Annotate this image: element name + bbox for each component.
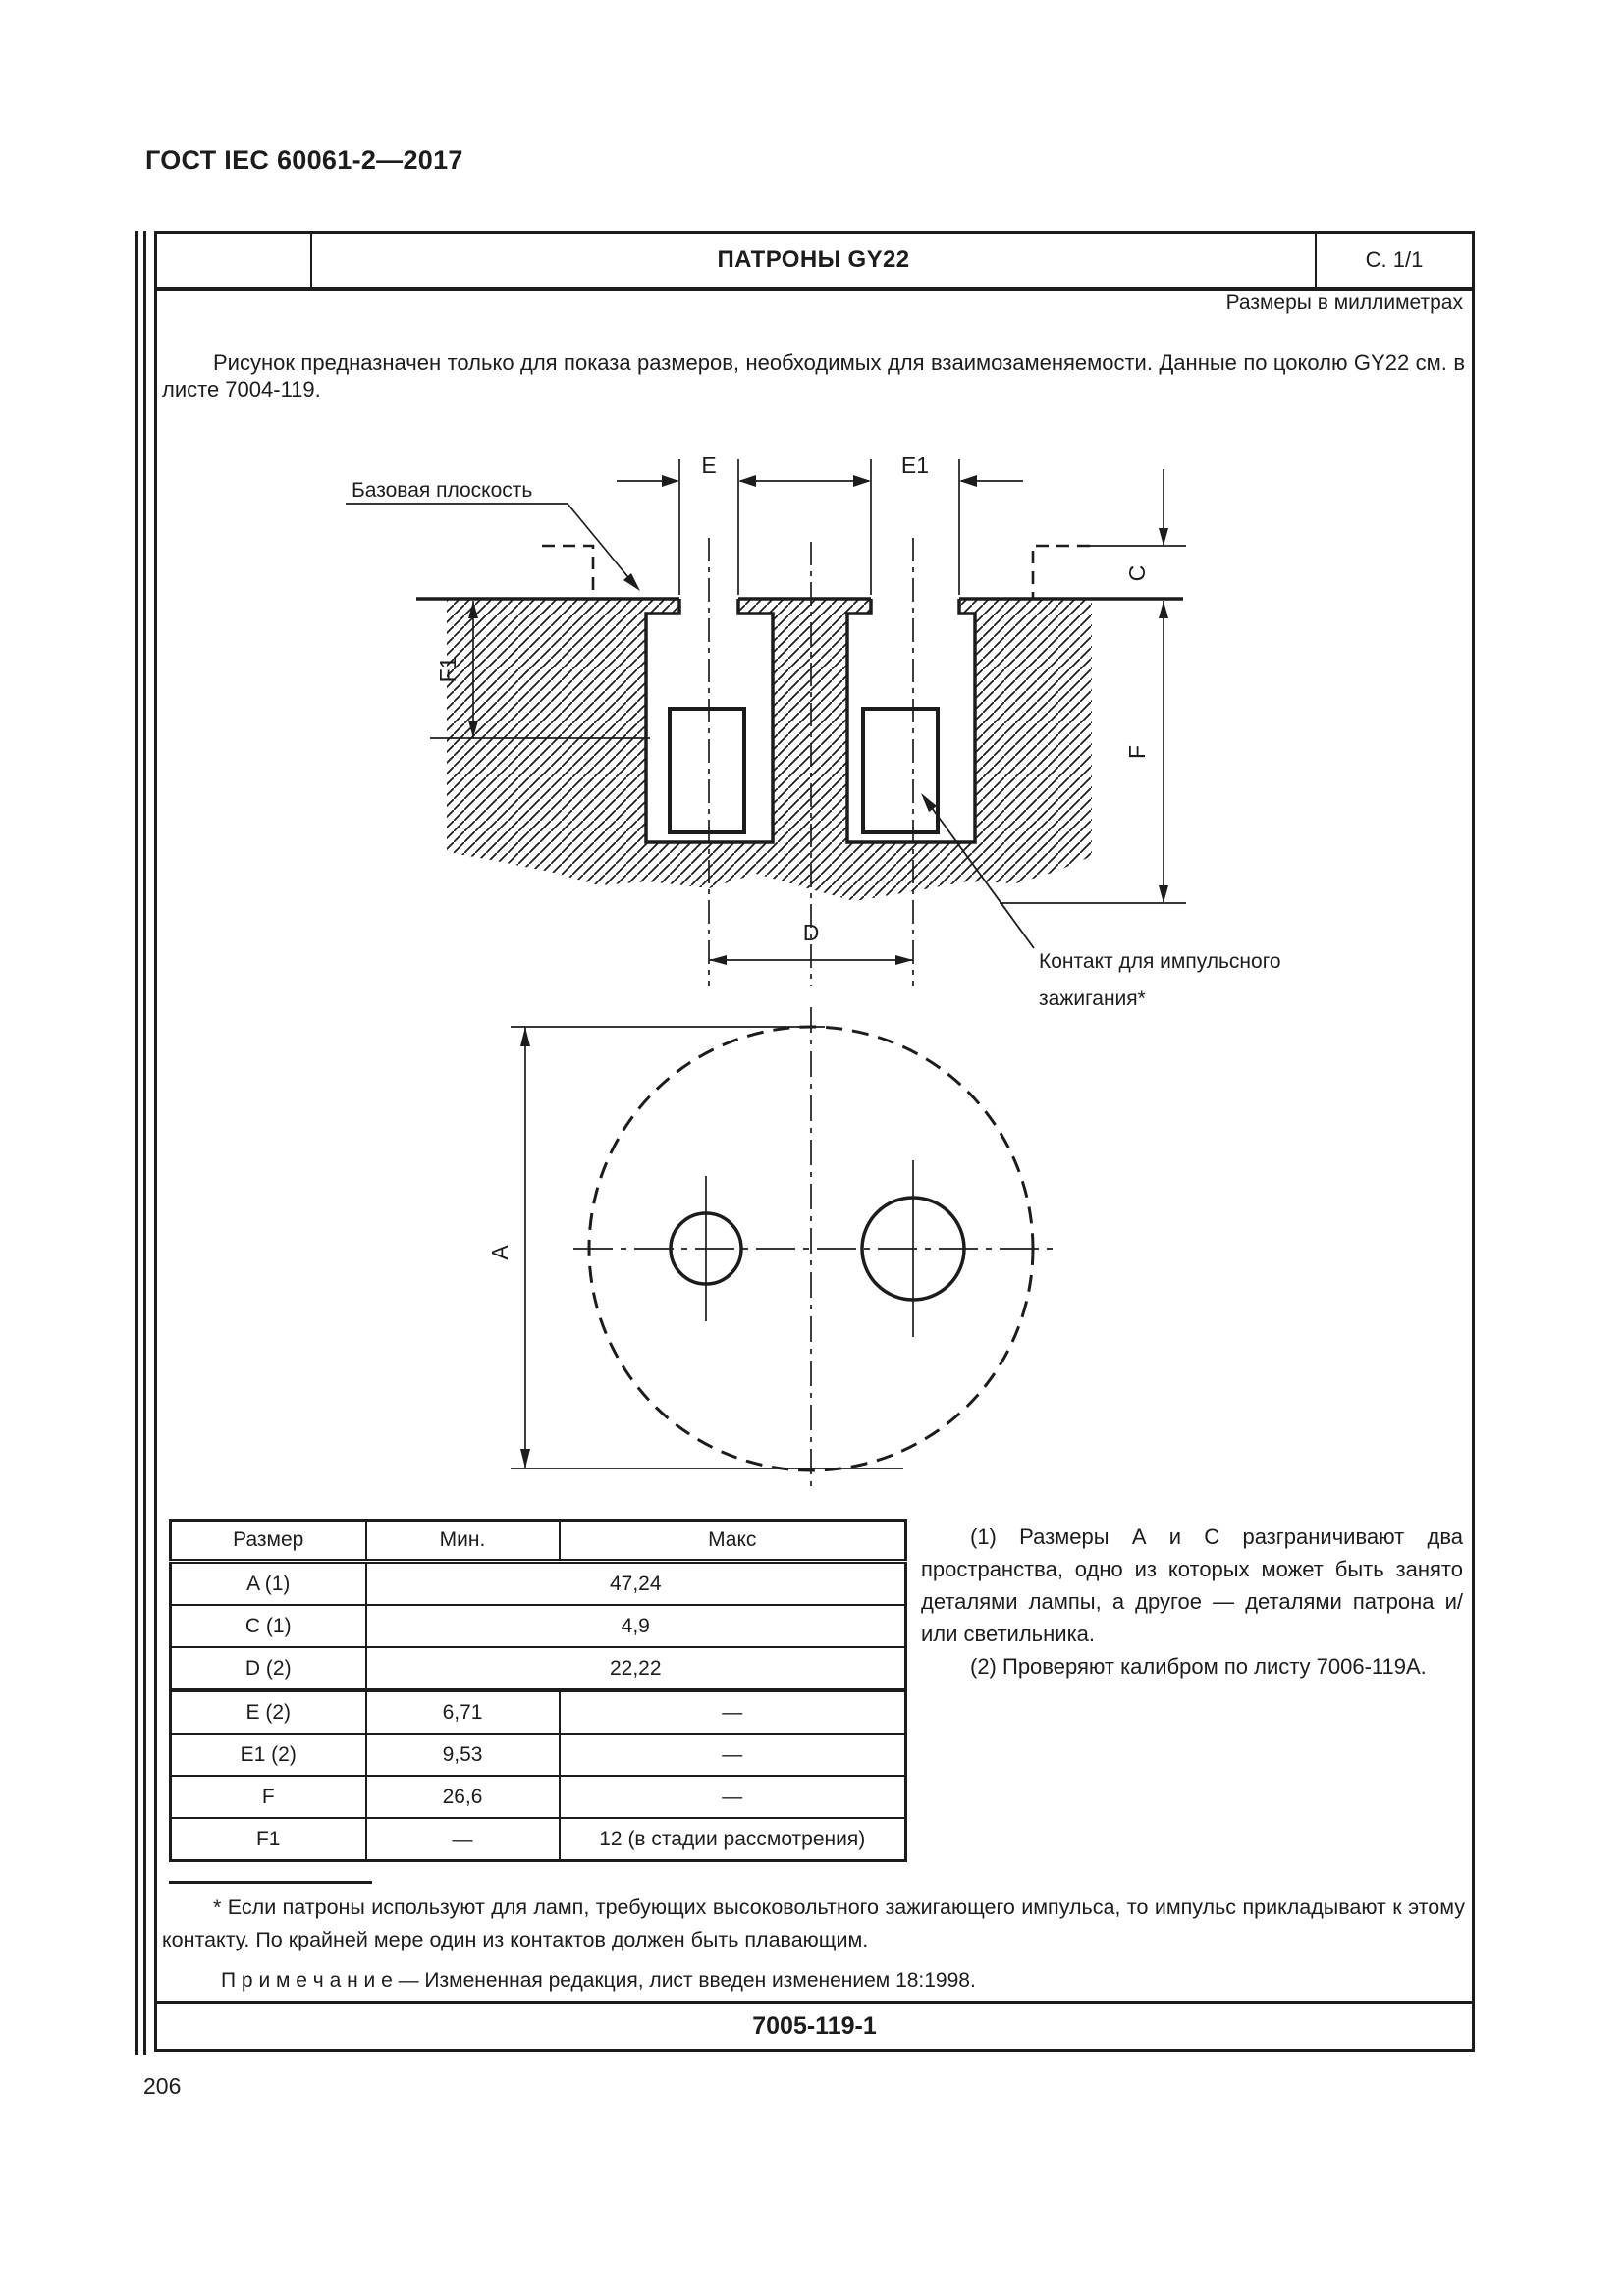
- cell-size: E (2): [171, 1690, 366, 1734]
- table-row: [171, 1818, 906, 1861]
- dim-label-c: C: [1124, 564, 1150, 582]
- cell-merged-value: 22,22: [366, 1647, 906, 1690]
- sheet-number: 7005-119-1: [752, 2012, 877, 2040]
- page-number: 206: [143, 2073, 182, 2099]
- cell-size: F1: [171, 1818, 366, 1861]
- notes-column: [921, 1521, 1463, 1682]
- contact-right: [863, 709, 938, 832]
- header-size: Размер: [171, 1521, 366, 1562]
- cell-max: —: [560, 1776, 906, 1818]
- note-2: (2) Проверяют калибром по листу 7006-119А.: [970, 1654, 1427, 1679]
- gost-header: ГОСТ IEC 60061-2—2017: [145, 145, 463, 175]
- table-header-row: [171, 1521, 906, 1562]
- table-row: [171, 1647, 906, 1690]
- table-row: [171, 1734, 906, 1776]
- header-min: Мин.: [366, 1521, 560, 1562]
- table-row: [171, 1562, 906, 1606]
- dashed-step-right: [1033, 546, 1090, 599]
- dim-label-e1: E1: [900, 453, 930, 478]
- contact-label-line2: зажигания*: [1039, 988, 1146, 1010]
- contact-left: [670, 709, 744, 832]
- dim-e-e1: [617, 459, 1023, 595]
- dim-label-e: E: [701, 453, 717, 478]
- dimensions-table: [169, 1519, 907, 1862]
- cell-size: D (2): [171, 1647, 366, 1690]
- sheet-page-ref: С. 1/1: [1315, 234, 1472, 287]
- dim-label-d: D: [802, 920, 820, 945]
- note-1: (1) Размеры А и С разграничивают два пространства, одно из которых может быть занято деталями лампы, а другое — деталями патрона и/или светильника.: [921, 1524, 1463, 1646]
- units-note: Размеры в миллиметрах: [1225, 292, 1463, 314]
- base-plane-leader-arrow: [623, 573, 640, 591]
- section-view: [346, 453, 1281, 1010]
- cell-size: E1 (2): [171, 1734, 366, 1776]
- cell-min: 6,71: [366, 1690, 560, 1734]
- dim-c-arrow: [1159, 528, 1168, 546]
- dim-c: [1088, 469, 1186, 546]
- dashed-step-left: [542, 546, 593, 599]
- cell-min: 9,53: [366, 1734, 560, 1776]
- cell-size: F: [171, 1776, 366, 1818]
- cell-size: C (1): [171, 1605, 366, 1647]
- cell-min: —: [366, 1818, 560, 1861]
- sheet-title: ПАТРОНЫ GY22: [717, 246, 910, 273]
- hatched-block: [447, 599, 1092, 901]
- sheet-number-rule: [154, 2001, 1475, 2004]
- table-row: [171, 1776, 906, 1818]
- cell-merged-value: 4,9: [366, 1605, 906, 1647]
- table-row: [171, 1690, 906, 1734]
- contact-label-line1: Контакт для импульсного: [1039, 950, 1281, 973]
- cell-merged-value: 47,24: [366, 1562, 906, 1606]
- dim-label-f: F: [1124, 744, 1150, 760]
- cell-max: 12 (в стадии рассмотрения): [560, 1818, 906, 1861]
- dim-label-a: A: [487, 1245, 513, 1260]
- cell-max: —: [560, 1734, 906, 1776]
- cell-min: 26,6: [366, 1776, 560, 1818]
- footnote-rule: [169, 1881, 372, 1884]
- remark-text: П р и м е ч а н и е — Измененная редакция, лист введен изменением 18:1998.: [221, 1969, 976, 1992]
- cell-size: A (1): [171, 1562, 366, 1606]
- bottom-view: [487, 1007, 1060, 1486]
- dim-label-f1: F1: [435, 656, 460, 683]
- table-row: [171, 1605, 906, 1647]
- header-max: Макс: [560, 1521, 906, 1562]
- footnote-text: * Если патроны используют для ламп, требующих высоковольтного зажигающего импульса, то импульс прикладывают к этому контакту. По крайней мере один из контактов должен быть плавающим.: [162, 1896, 1465, 1951]
- cell-max: —: [560, 1690, 906, 1734]
- intro-paragraph: Рисунок предназначен только для показа размеров, необходимых для взаимозаменяемости. Данные по цоколю GY22 см. в листе 7004-119.: [162, 350, 1466, 401]
- dim-a: [511, 1027, 903, 1468]
- base-plane-label: Базовая плоскость: [352, 479, 533, 502]
